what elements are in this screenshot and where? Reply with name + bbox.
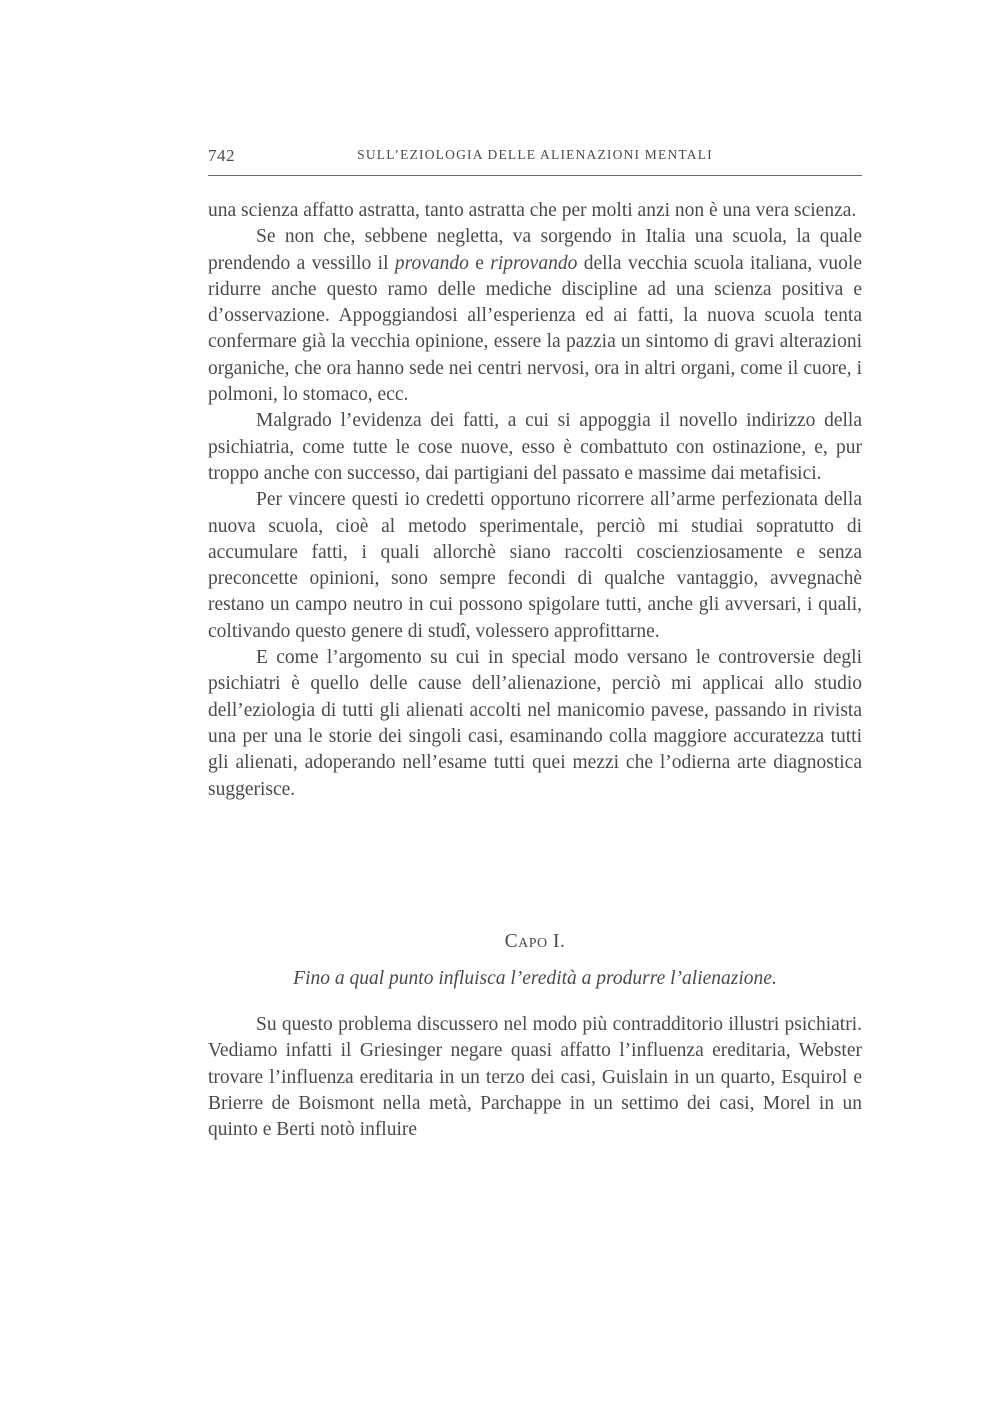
paragraph: [208, 224, 862, 408]
text-run: Se non che, sebbene negletta, va sorgendo in Italia una scuola, la quale prendendo a vessillo il: [208, 226, 862, 274]
paragraph: una scienza affatto astratta, tanto astratta che per molti anzi non è una vera scienza.: [208, 200, 857, 221]
chapter-heading: [208, 931, 862, 953]
paragraph: Su questo problema discussero nel modo più contradditorio illustri psichiatri. Vediamo infatti il Griesinger negare quasi affatto l’influenza ereditaria, Webster trovare l’influenza ereditaria in un terzo dei casi, Guislain in un quarto, Esquirol e Brierre de Boismont nella metà, Parchappe in un settimo dei casi, Morel in un quinto e Berti notò influire: [208, 1014, 862, 1141]
text-run: e: [468, 252, 491, 274]
paragraph: E come l’argomento su cui in special modo versano le controversie degli psichiatri è quello delle cause dell’alienazione, perciò mi applicai allo studio dell’eziologia di tutti gli alienati accolti nel manicomio pavese, passando in rivista una per una le storie dei singoli casi, esaminando colla maggiore accuratezza tutti gli alienati, adoperando nell’esame tutti quei mezzi che l’odierna arte diagnostica suggerisce.: [208, 647, 862, 800]
chapter-label: Capo: [504, 931, 548, 952]
chapter-body-text: [208, 1012, 862, 1143]
text-run: della vecchia scuola italiana, vuole ridurre anche questo ramo delle mediche discipline ad una scienza positiva e d’osservazione. Appoggiandosi all’esperienza ed ai fatti, la nuova scuola tenta confermare già la vecchia opinione, essere la pazzia un sintomo di gravi alterazioni organiche, che ora hanno sede nei centri nervosi, ora in altri organi, come il cuore, i polmoni, lo stomaco, ecc.: [208, 252, 863, 406]
chapter-number: I.: [553, 931, 566, 952]
running-head: [208, 146, 862, 176]
paragraph: Malgrado l’evidenza dei fatti, a cui si appoggia il novello indirizzo della psichiatria, come tutte le cose nuove, esso è combattuto con ostinazione, e, pur troppo anche con successo, dai partigiani del passato e massime dai metafisici.: [208, 410, 862, 484]
running-title: SULL’EZIOLOGIA DELLE ALIENAZIONI MENTALI: [357, 147, 713, 162]
header-rule: [208, 175, 862, 176]
page-number: 742: [208, 146, 235, 165]
italic-term: riprovando: [490, 252, 578, 274]
italic-term: provando: [394, 252, 469, 274]
paragraph: Per vincere questi io credetti opportuno ricorrere all’arme perfezionata della nuova scuola, cioè al metodo sperimentale, perciò mi studiai sopratutto di accumulare fatti, i quali allorchè siano raccolti coscienziosamente e senza preconcette opinioni, sono sempre fecondi di qualche vantaggio, avvegnachè restano un campo neutro in cui possono spigolare tutti, anche gli avversari, i quali, coltivando questo genere di studî, volessero approfittarne.: [208, 489, 862, 642]
body-text: [208, 198, 862, 803]
chapter-subtitle: Fino a qual punto influisca l’eredità a produrre l’alienazione.: [293, 968, 777, 989]
